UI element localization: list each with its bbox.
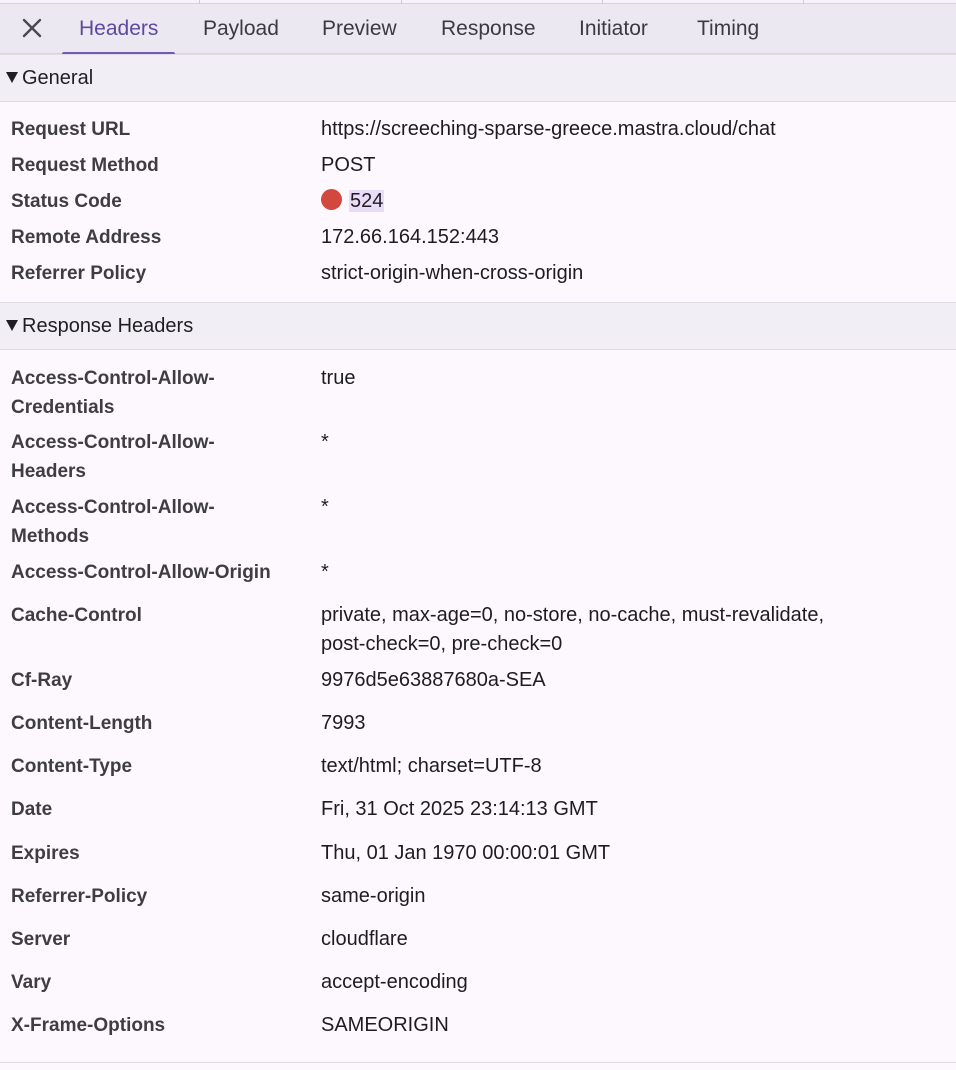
- header-key: Access-Control-Allow- Headers: [11, 432, 215, 482]
- tab-initiator[interactable]: Initiator: [579, 17, 648, 40]
- referrer-policy-value: strict-origin-when-cross-origin: [321, 262, 584, 284]
- request-url-label: Request URL: [11, 119, 131, 140]
- referrer-policy-label: Referrer Policy: [11, 263, 147, 284]
- header-key: Expires: [11, 843, 80, 864]
- remote-address-label: Remote Address: [11, 227, 162, 248]
- header-value: cloudflare: [321, 928, 408, 950]
- header-value: Fri, 31 Oct 2025 23:14:13 GMT: [321, 798, 598, 820]
- header-key: Server: [11, 929, 71, 950]
- header-key: X-Frame-Options: [11, 1015, 166, 1036]
- header-key: Cf-Ray: [11, 670, 73, 691]
- header-value: *: [321, 431, 329, 453]
- header-value: Thu, 01 Jan 1970 00:00:01 GMT: [321, 842, 611, 864]
- status-code-label: Status Code: [11, 191, 122, 212]
- header-value: SAMEORIGIN: [321, 1014, 449, 1036]
- header-key: Date: [11, 799, 53, 820]
- request-method-label: Request Method: [11, 155, 159, 176]
- header-key: Access-Control-Allow-Origin: [11, 562, 271, 583]
- header-value: accept-encoding: [321, 971, 468, 993]
- header-value: private, max-age=0, no-store, no-cache, must-revalidate, post-check=0, pre-check=0: [321, 604, 825, 655]
- tab-preview[interactable]: Preview: [322, 17, 397, 40]
- header-key: Content-Length: [11, 713, 153, 734]
- header-value: *: [321, 496, 329, 518]
- general-section-title: General: [22, 67, 94, 89]
- header-value: same-origin: [321, 885, 426, 907]
- general-section-header[interactable]: [0, 54, 956, 102]
- request-url-value[interactable]: https://screeching-sparse-greece.mastra.cloud/chat: [321, 118, 776, 140]
- remote-address-value: 172.66.164.152:443: [321, 226, 499, 248]
- response-headers-section-title: Response Headers: [22, 315, 194, 337]
- tab-response[interactable]: Response: [441, 17, 536, 40]
- status-code-number: 524: [350, 190, 384, 212]
- header-value: true: [321, 367, 356, 389]
- header-key: Access-Control-Allow- Credentials: [11, 368, 215, 418]
- header-key: Vary: [11, 972, 52, 993]
- header-key: Content-Type: [11, 756, 133, 777]
- header-value: text/html; charset=UTF-8: [321, 755, 542, 777]
- tab-headers[interactable]: Headers: [62, 4, 175, 54]
- response-headers-section-header[interactable]: [0, 302, 956, 350]
- status-code-value: [321, 187, 941, 216]
- triangle-down-icon: [6, 320, 18, 331]
- status-dot-icon: [321, 189, 342, 210]
- tab-bar: [0, 0, 956, 54]
- header-value: 7993: [321, 712, 366, 734]
- request-method-value: POST: [321, 154, 376, 176]
- header-value: *: [321, 561, 329, 583]
- close-icon: [18, 14, 46, 42]
- header-key: Access-Control-Allow- Methods: [11, 497, 215, 547]
- close-button[interactable]: [18, 14, 46, 42]
- tab-timing[interactable]: Timing: [697, 17, 760, 40]
- header-key: Referrer-Policy: [11, 886, 148, 907]
- header-value: 9976d5e63887680a-SEA: [321, 669, 546, 691]
- tab-payload[interactable]: Payload: [203, 17, 279, 40]
- header-key: Cache-Control: [11, 605, 142, 626]
- triangle-down-icon: [6, 72, 18, 83]
- strip-divider: [803, 0, 804, 4]
- divider: [0, 1062, 956, 1063]
